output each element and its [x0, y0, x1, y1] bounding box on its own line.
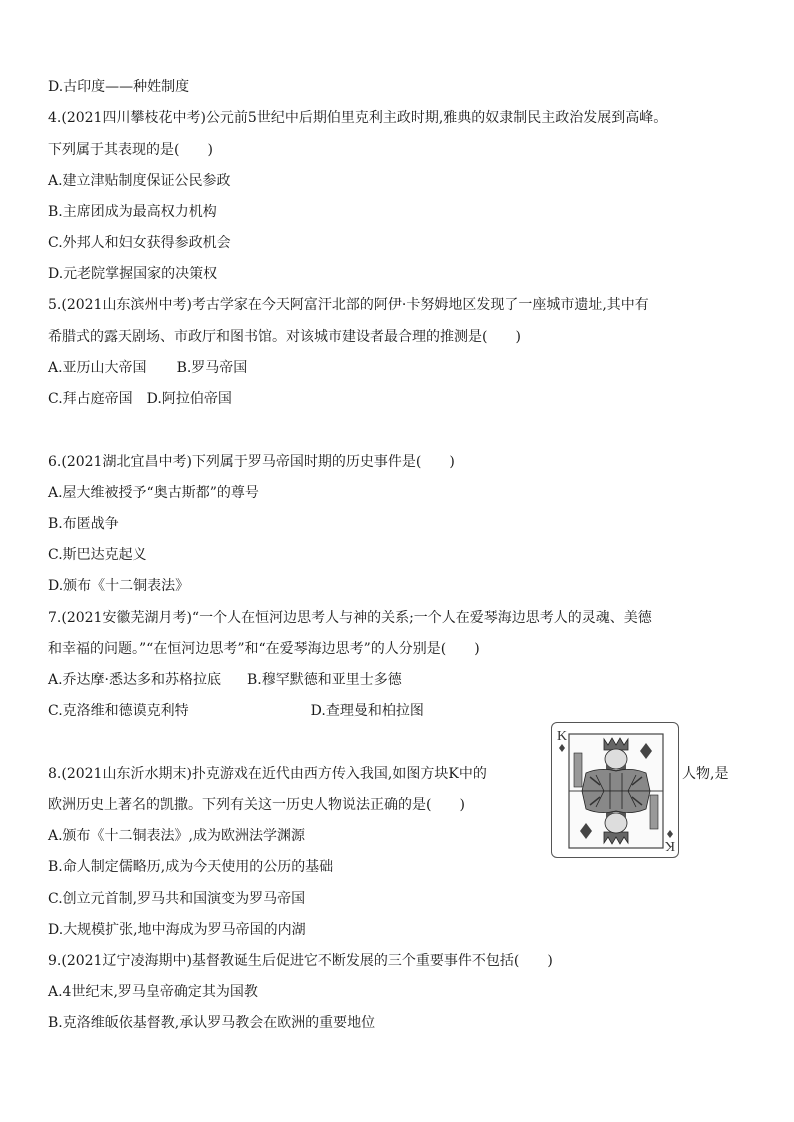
q7-stem-1: 7.(2021安徽芜湖月考)“一个人在恒河边思考人与神的关系;一个人在爱琴海边思考人的灵魂、美德	[48, 610, 652, 626]
q8-option-d: D.大规模扩张,地中海成为罗马帝国的内湖	[48, 922, 306, 938]
q8-stem-1a: 8.(2021山东沂水期末)扑克游戏在近代由西方传入我国,如图方块K中的	[48, 766, 487, 782]
q5-option-b: B.罗马帝国	[176, 360, 248, 376]
q4-option-b: B.主席团成为最高权力机构	[48, 204, 217, 220]
card-rank-bottom: K	[664, 838, 675, 853]
q5-option-a: A.亚历山大帝国	[48, 360, 147, 376]
diamond-suit-icon-bottom	[667, 830, 673, 838]
q7-option-a: A.乔达摩·悉达多和苏格拉底	[48, 672, 222, 688]
q4-stem-2: 下列属于其表现的是( )	[48, 142, 213, 158]
q6-option-b: B.布匿战争	[48, 516, 119, 532]
q9-option-b: B.克洛维皈依基督教,承认罗马教会在欧洲的重要地位	[48, 1015, 376, 1031]
q7-option-c: C.克洛维和德谟克利特	[48, 703, 189, 719]
q4-option-c: C.外邦人和妇女获得参政机会	[48, 235, 231, 251]
q5-options-ab	[48, 358, 247, 378]
q7-stem-2: 和幸福的问题。”“在恒河边思考”和“在爱琴海边思考”的人分别是( )	[48, 641, 480, 657]
diamond-suit-icon-top	[559, 744, 565, 752]
q8-option-a: A.颁布《十二铜表法》,成为欧洲法学渊源	[48, 828, 306, 844]
q9-option-a: A.4世纪末,罗马皇帝确定其为国教	[48, 984, 258, 1000]
q7-option-d: D.查理曼和柏拉图	[310, 703, 424, 719]
playing-card-diamond-king	[551, 722, 679, 858]
q6-option-c: C.斯巴达克起义	[48, 547, 147, 563]
q3-option-d: D.古印度——种姓制度	[48, 79, 190, 95]
q8-option-b: B.命人制定儒略历,成为今天使用的公历的基础	[48, 859, 334, 875]
q5-stem-1: 5.(2021山东滨州中考)考古学家在今天阿富汗北部的阿伊·卡努姆地区发现了一座城市遗址,其中有	[48, 297, 649, 313]
q8-stem-1b: 人物,是	[682, 766, 729, 782]
card-rank-top: K	[557, 729, 568, 744]
q4-stem-1: 4.(2021四川攀枝花中考)公元前5世纪中后期伯里克利主政时期,雅典的奴隶制民主政治发展到高峰。	[48, 110, 668, 126]
q7-options-cd	[48, 701, 424, 721]
q6-option-a: A.屋大维被授予“奥古斯都”的尊号	[48, 485, 259, 501]
q9-stem: 9.(2021辽宁凌海期中)基督教诞生后促进它不断发展的三个重要事件不包括( )	[48, 953, 553, 969]
king-portrait-icon	[552, 723, 680, 859]
q7-option-b: B.穆罕默德和亚里士多德	[247, 672, 402, 688]
q5-option-c: C.拜占庭帝国	[48, 391, 133, 407]
q8-option-c: C.创立元首制,罗马共和国演变为罗马帝国	[48, 891, 306, 907]
q4-option-a: A.建立津贴制度保证公民参政	[48, 173, 231, 189]
q7-options-ab	[48, 670, 402, 690]
q6-option-d: D.颁布《十二铜表法》	[48, 578, 190, 594]
q5-option-d: D.阿拉伯帝国	[146, 391, 232, 407]
q8-stem-2: 欧洲历史上著名的凯撒。下列有关这一历史人物说法正确的是( )	[48, 797, 465, 813]
q6-stem: 6.(2021湖北宜昌中考)下列属于罗马帝国时期的历史事件是( )	[48, 454, 455, 470]
q4-option-d: D.元老院掌握国家的决策权	[48, 266, 218, 282]
q5-options-cd	[48, 389, 232, 409]
q5-stem-2: 希腊式的露天剧场、市政厅和图书馆。对该城市建设者最合理的推测是( )	[48, 329, 521, 345]
